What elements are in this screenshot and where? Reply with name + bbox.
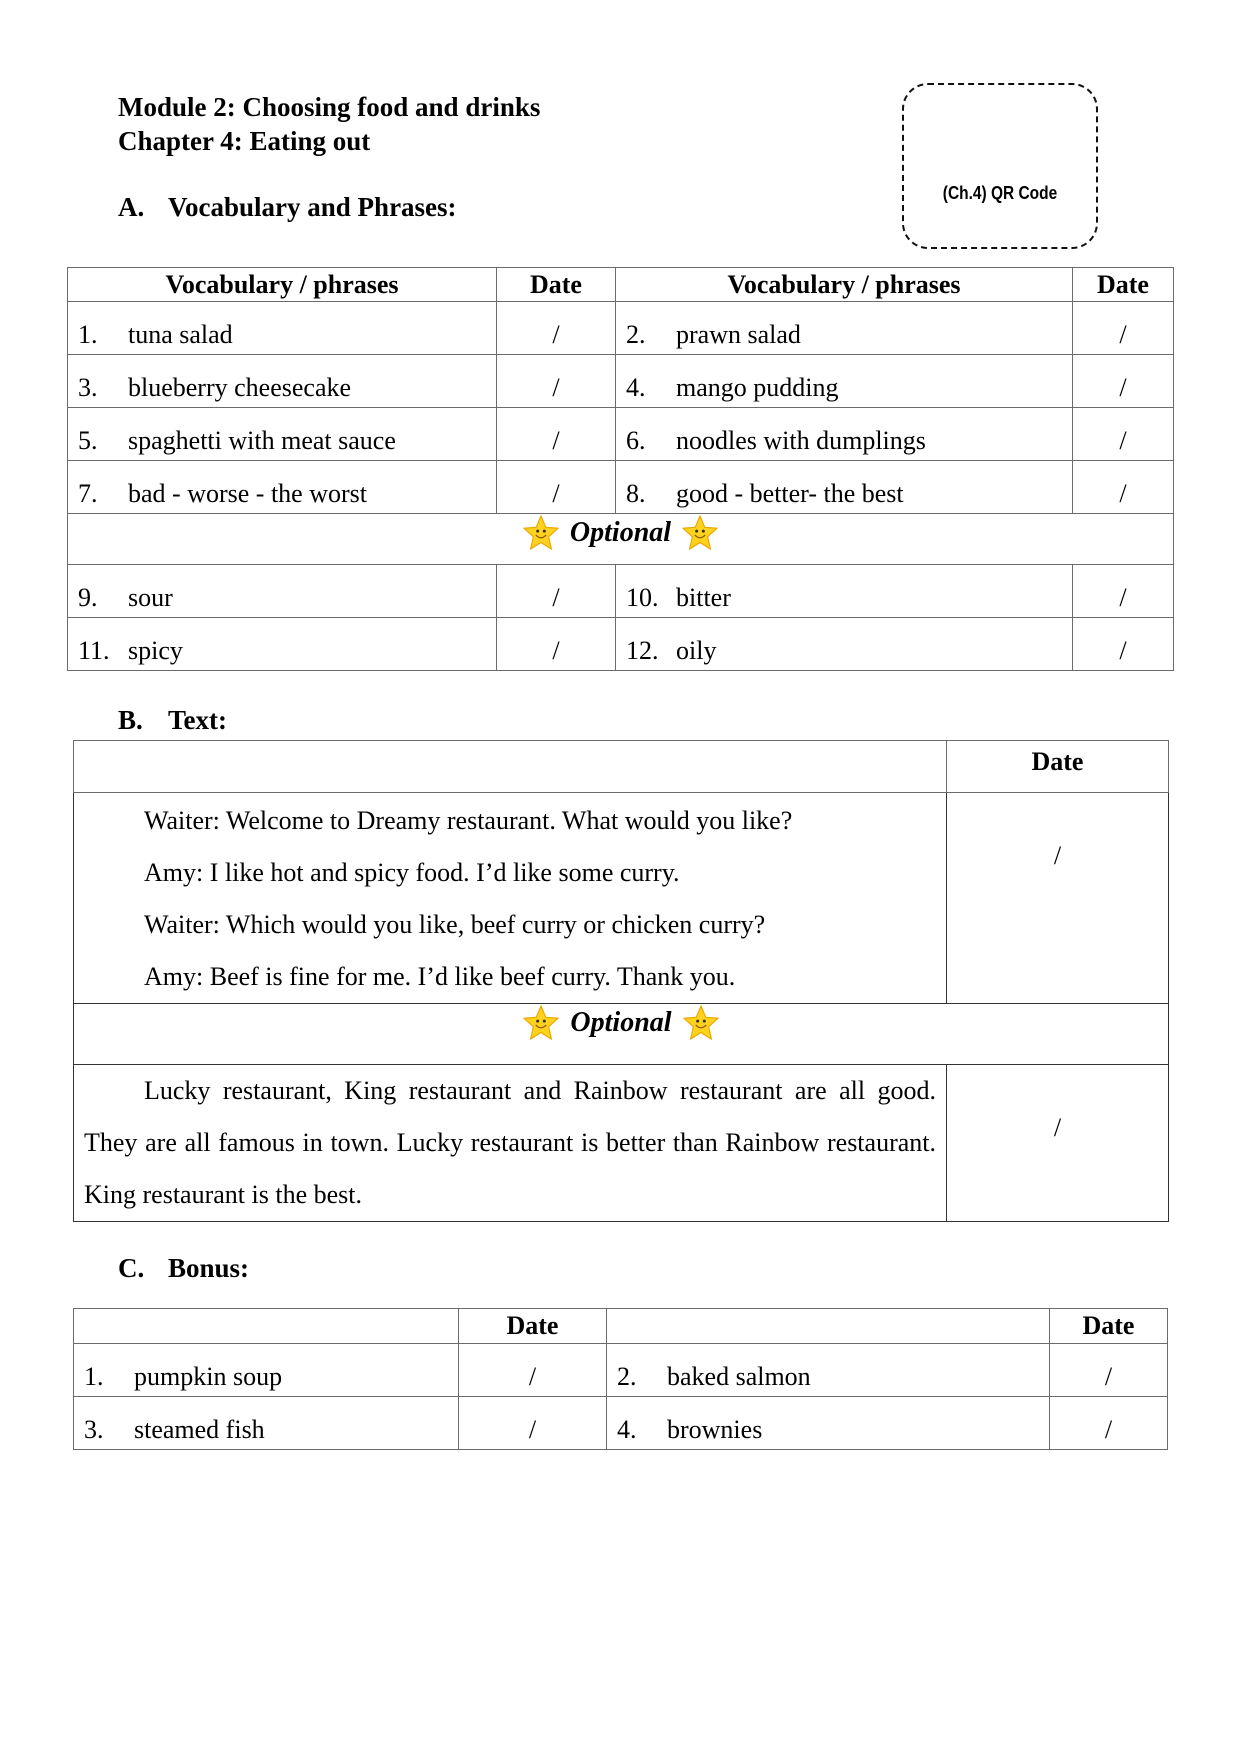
- item-number: 3.: [84, 1415, 104, 1444]
- qr-code-placeholder: [902, 83, 1098, 249]
- table-header-row: [74, 1309, 1168, 1344]
- item-text: sour: [128, 583, 173, 612]
- optional-divider: [74, 1004, 1169, 1065]
- date-value: /: [1104, 1415, 1113, 1444]
- section-c-letter: C.: [118, 1253, 145, 1283]
- column-header-date: Date: [459, 1309, 607, 1344]
- item-number: 7.: [78, 479, 98, 508]
- date-value: /: [1119, 479, 1127, 508]
- vocab-item: [68, 565, 497, 618]
- smiley-star-icon: [682, 1004, 720, 1042]
- date-cell[interactable]: [459, 1397, 607, 1450]
- chapter-title: Chapter 4: Eating out: [118, 126, 371, 156]
- date-value: /: [552, 373, 560, 402]
- vocab-item: [616, 302, 1073, 355]
- vocab-item: [68, 302, 497, 355]
- item-text: spaghetti with meat sauce: [128, 426, 396, 455]
- optional-label: Optional: [569, 517, 672, 548]
- dialog-text: [74, 793, 947, 1004]
- item-text: prawn salad: [676, 320, 801, 349]
- vocab-item: [68, 408, 497, 461]
- column-header-blank: [74, 1309, 459, 1344]
- date-cell[interactable]: [1073, 408, 1174, 461]
- table-row: [68, 618, 1174, 671]
- section-c-heading: [118, 1253, 249, 1284]
- table-row: [68, 355, 1174, 408]
- column-header-blank: [607, 1309, 1050, 1344]
- module-title: Module 2: Choosing food and drinks: [118, 92, 541, 122]
- column-header-date: Date: [947, 741, 1169, 793]
- item-number: 12.: [626, 636, 659, 665]
- vocab-item: [607, 1344, 1050, 1397]
- date-cell[interactable]: [459, 1344, 607, 1397]
- date-value: /: [1119, 636, 1127, 665]
- item-number: 6.: [626, 426, 646, 455]
- column-header-vocabulary: Vocabulary / phrases: [616, 268, 1073, 302]
- qr-code-label: (Ch.4) QR Code: [942, 183, 1058, 203]
- vocab-item: [616, 618, 1073, 671]
- optional-banner: [522, 1004, 719, 1042]
- item-text: brownies: [667, 1415, 763, 1444]
- item-text: spicy: [128, 636, 183, 665]
- paragraph-row: [74, 1065, 1169, 1222]
- date-cell[interactable]: [1073, 355, 1174, 408]
- item-number: 3.: [78, 373, 98, 402]
- vocab-item: [68, 461, 497, 514]
- dialog-line: Waiter: Welcome to Dreamy restaurant. What would you like?: [144, 806, 793, 835]
- date-cell[interactable]: [497, 565, 616, 618]
- dialog-row: [74, 793, 1169, 1004]
- date-value: /: [528, 1415, 537, 1444]
- table-row: [74, 1397, 1168, 1450]
- item-text: blueberry cheesecake: [128, 373, 352, 402]
- item-text: good - better- the best: [676, 479, 904, 508]
- date-value: /: [552, 320, 560, 349]
- section-a-letter: A.: [118, 192, 145, 222]
- table-row: [68, 408, 1174, 461]
- smiley-star-icon: [681, 514, 719, 552]
- date-cell[interactable]: [947, 1065, 1169, 1222]
- item-text: tuna salad: [128, 320, 233, 349]
- column-header-blank: [74, 741, 947, 793]
- item-text: noodles with dumplings: [676, 426, 926, 455]
- optional-divider-row: [74, 1004, 1169, 1065]
- vocab-item: [607, 1397, 1050, 1450]
- item-text: pumpkin soup: [134, 1362, 283, 1391]
- section-c-title: Bonus:: [168, 1253, 250, 1283]
- item-text: bad - worse - the worst: [128, 479, 367, 508]
- table-row: [68, 565, 1174, 618]
- smiley-star-icon: [522, 1004, 560, 1042]
- paragraph-cell: [74, 1065, 947, 1222]
- section-b-title: Text:: [168, 705, 227, 735]
- optional-paragraph: Lucky restaurant, King restaurant and Rainbow restaurant are all good. They are all famous in town. Lucky restaurant is better than Rainbow restaurant. King restaurant is the best.: [84, 1076, 936, 1209]
- item-number: 1.: [78, 320, 98, 349]
- item-number: 2.: [626, 320, 646, 349]
- date-value: /: [1053, 841, 1062, 870]
- dialog-line: Amy: Beef is fine for me. I’d like beef curry. Thank you.: [144, 962, 736, 991]
- table-row: [68, 302, 1174, 355]
- vocab-item: [616, 408, 1073, 461]
- item-number: 11.: [78, 636, 110, 665]
- item-text: steamed fish: [134, 1415, 265, 1444]
- date-value: /: [1119, 373, 1127, 402]
- section-a-heading: [118, 192, 457, 223]
- date-cell[interactable]: [1073, 565, 1174, 618]
- bonus-table: [73, 1308, 1168, 1450]
- item-number: 1.: [84, 1362, 104, 1391]
- item-text: oily: [676, 636, 717, 665]
- date-cell[interactable]: [497, 461, 616, 514]
- vocab-item: [616, 355, 1073, 408]
- item-number: 5.: [78, 426, 98, 455]
- date-cell[interactable]: [1073, 461, 1174, 514]
- table-header-row: [68, 268, 1174, 302]
- date-value: /: [1119, 426, 1127, 455]
- optional-divider-row: [68, 514, 1174, 565]
- column-header-vocabulary: Vocabulary / phrases: [68, 268, 497, 302]
- column-header-date: Date: [497, 268, 616, 302]
- date-cell[interactable]: [1050, 1344, 1168, 1397]
- item-text: mango pudding: [676, 373, 839, 402]
- column-header-date: Date: [1050, 1309, 1168, 1344]
- optional-divider: [68, 514, 1174, 565]
- vocab-item: [616, 461, 1073, 514]
- dialog-line: Amy: I like hot and spicy food. I’d like some curry.: [144, 858, 680, 887]
- vocabulary-table: [67, 267, 1174, 671]
- section-b-letter: B.: [118, 705, 143, 735]
- date-cell[interactable]: [1073, 618, 1174, 671]
- item-text: baked salmon: [667, 1362, 811, 1391]
- date-cell[interactable]: [1050, 1397, 1168, 1450]
- vocab-item: [68, 618, 497, 671]
- optional-banner: [522, 514, 719, 552]
- section-a-title: Vocabulary and Phrases:: [168, 192, 457, 222]
- date-cell[interactable]: [497, 355, 616, 408]
- table-row: [68, 461, 1174, 514]
- date-cell[interactable]: [497, 408, 616, 461]
- vocab-item: [616, 565, 1073, 618]
- dialog-line: Waiter: Which would you like, beef curry or chicken curry?: [144, 910, 766, 939]
- item-number: 2.: [617, 1362, 637, 1391]
- column-header-date: Date: [1073, 268, 1174, 302]
- date-value: /: [1119, 320, 1127, 349]
- date-cell[interactable]: [1073, 302, 1174, 355]
- table-header-row: [74, 741, 1169, 793]
- item-number: 10.: [626, 583, 659, 612]
- date-value: /: [528, 1362, 537, 1391]
- item-text: bitter: [676, 583, 731, 612]
- date-value: /: [552, 583, 560, 612]
- text-table: [73, 740, 1169, 1222]
- date-cell[interactable]: [497, 302, 616, 355]
- date-value: /: [552, 426, 560, 455]
- vocab-item: [68, 355, 497, 408]
- item-number: 8.: [626, 479, 646, 508]
- optional-label: Optional: [570, 1007, 672, 1038]
- date-value: /: [552, 479, 560, 508]
- table-row: [74, 1344, 1168, 1397]
- vocab-item: [74, 1344, 459, 1397]
- item-number: 4.: [617, 1415, 637, 1444]
- date-value: /: [1053, 1113, 1062, 1142]
- date-cell[interactable]: [497, 618, 616, 671]
- date-cell[interactable]: [947, 793, 1169, 1004]
- section-b-heading: [118, 705, 227, 736]
- smiley-star-icon: [522, 514, 560, 552]
- item-number: 9.: [78, 583, 98, 612]
- item-number: 4.: [626, 373, 646, 402]
- date-value: /: [552, 636, 560, 665]
- vocab-item: [74, 1397, 459, 1450]
- date-value: /: [1104, 1362, 1113, 1391]
- date-value: /: [1119, 583, 1127, 612]
